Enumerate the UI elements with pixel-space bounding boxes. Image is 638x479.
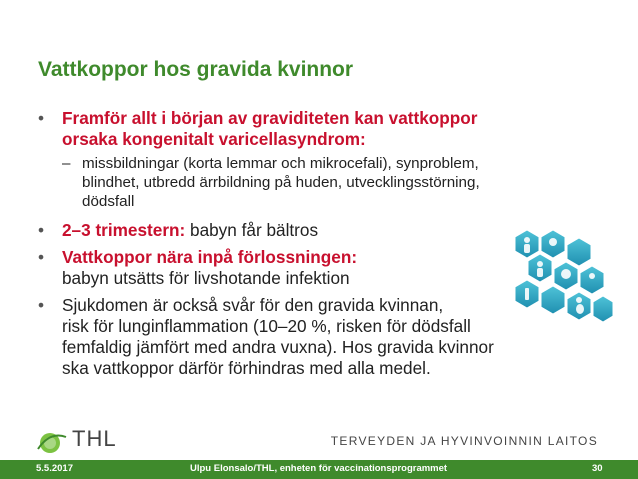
person-icon bbox=[537, 268, 543, 277]
pregnant-icon bbox=[576, 304, 584, 314]
bullet-2-bold: 2–3 trimestern: bbox=[62, 220, 186, 240]
footer-date: 5.5.2017 bbox=[36, 463, 73, 474]
organization-name: TERVEYDEN JA HYVINVOINNIN LAITOS bbox=[330, 434, 598, 448]
person-icon bbox=[537, 261, 543, 267]
bullet-3-line-2: babyn utsätts för livshotande infektion bbox=[62, 268, 350, 288]
hexagon-shape bbox=[580, 266, 604, 294]
sub-bullet-item bbox=[38, 154, 618, 211]
sub-bullet-line-2: blindhet, utbredd ärrbildning på huden, utvecklingsstörning, bbox=[82, 174, 480, 191]
person-icon bbox=[589, 273, 595, 279]
baby-icon bbox=[549, 238, 557, 246]
page-number: 30 bbox=[592, 463, 603, 474]
fetus-icon bbox=[561, 269, 571, 279]
person-icon bbox=[524, 244, 530, 253]
thl-logo-text: THL bbox=[72, 426, 117, 451]
bullet-1-line-1: Framför allt i början av graviditeten kan vattkoppor bbox=[62, 108, 478, 128]
bullet-4-line-3: femfaldig jämfört med andra vuxna). Hos gravida kvinnor bbox=[62, 337, 494, 357]
bullet-4-line-1: Sjukdomen är också svår för den gravida kvinnan, bbox=[62, 295, 444, 315]
hexagon-shape bbox=[541, 286, 565, 314]
bullet-icon: • bbox=[38, 247, 45, 267]
bullet-icon: • bbox=[38, 108, 45, 128]
bullet-4-line-2: risk för lunginflammation (10–20 %, risken för dödsfall bbox=[62, 316, 471, 336]
footer-author: Ulpu Elonsalo/THL, enheten för vaccinationsprogrammet bbox=[190, 463, 448, 474]
bullet-3-bold: Vattkoppor nära inpå förlossningen: bbox=[62, 247, 358, 267]
hexagon-shape bbox=[567, 238, 591, 266]
bullet-2-text: babyn får bältros bbox=[185, 220, 319, 240]
bullet-1-line-2: orsaka kongenitalt varicellasyndrom: bbox=[62, 129, 366, 149]
dash-icon: – bbox=[62, 155, 71, 172]
pregnancy-hexagon-illustration bbox=[505, 228, 615, 328]
bullet-item-1 bbox=[38, 108, 618, 150]
bottle-icon bbox=[525, 288, 529, 300]
hexagon-shape bbox=[593, 296, 613, 322]
bullet-4-line-4: ska vattkoppor därför förhindras med alla medel. bbox=[62, 358, 431, 378]
bullet-icon: • bbox=[38, 295, 45, 315]
sub-bullet-line-3: dödsfall bbox=[82, 193, 135, 210]
footer-bar bbox=[0, 460, 638, 479]
bullet-icon: • bbox=[38, 220, 45, 240]
person-icon bbox=[524, 237, 530, 243]
sub-bullet-line-1: missbildningar (korta lemmar och mikrocefali), synproblem, bbox=[82, 155, 479, 172]
slide-title: Vattkoppor hos gravida kvinnor bbox=[38, 58, 354, 81]
pregnant-icon bbox=[576, 297, 582, 303]
